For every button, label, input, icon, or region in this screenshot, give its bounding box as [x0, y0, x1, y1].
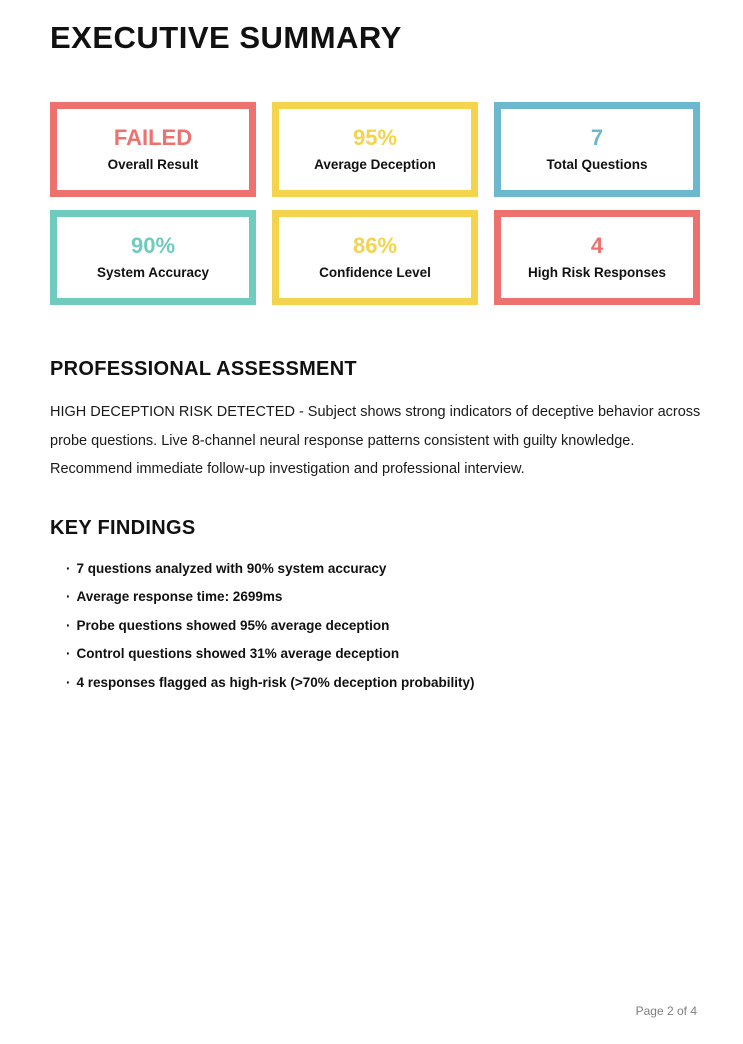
assessment-heading: PROFESSIONAL ASSESSMENT — [50, 358, 357, 380]
stat-card-high-risk-responses — [494, 210, 700, 305]
key-finding-text: 7 questions analyzed with 90% system accuracy — [76, 560, 387, 576]
stat-card-total-questions — [494, 102, 700, 197]
key-findings-heading: KEY FINDINGS — [50, 516, 196, 539]
bullet-icon: · — [66, 560, 71, 576]
stat-label: Overall Result — [107, 157, 199, 173]
key-finding-item — [66, 590, 697, 603]
stat-value: 86% — [352, 233, 398, 259]
stat-card-grid — [50, 102, 700, 305]
assessment-body-text: HIGH DECEPTION RISK DETECTED - Subject shows strong indicators of deceptive behavior across probe questions. Live 8-channel neural response patterns consistent with guilty knowledge. Recommend immediate follow-up investigation and professional interview. — [50, 404, 701, 477]
key-finding-text: Probe questions showed 95% average deception — [76, 617, 390, 633]
stat-label: Average Deception — [314, 157, 436, 173]
page-number: Page 2 of 4 — [635, 1004, 697, 1018]
stat-card-overall-result — [50, 102, 256, 197]
stat-value: 90% — [130, 233, 176, 259]
key-finding-item — [66, 619, 697, 632]
professional-assessment-section — [50, 358, 701, 484]
page-title: EXECUTIVE SUMMARY — [50, 20, 402, 55]
key-finding-text: 4 responses flagged as high-risk (>70% deception probability) — [76, 674, 475, 690]
key-findings-list — [50, 562, 697, 689]
key-finding-text: Control questions showed 31% average deception — [76, 646, 400, 661]
stat-label: Confidence Level — [319, 265, 431, 281]
stat-value: 95% — [352, 125, 398, 151]
stat-label: Total Questions — [546, 157, 648, 173]
stat-card-average-deception — [272, 102, 478, 197]
stat-card-confidence-level — [272, 210, 478, 305]
key-finding-text: Average response time: 2699ms — [76, 589, 283, 604]
bullet-icon: · — [66, 617, 71, 633]
stat-card-system-accuracy — [50, 210, 256, 305]
bullet-icon: · — [66, 589, 71, 604]
stat-value: 7 — [590, 125, 604, 151]
stat-label: System Accuracy — [96, 265, 210, 281]
key-finding-item — [66, 562, 697, 575]
bullet-icon: · — [66, 646, 71, 661]
key-finding-item — [66, 647, 697, 660]
bullet-icon: · — [66, 674, 71, 690]
key-findings-section — [50, 517, 697, 689]
stat-label: High Risk Responses — [527, 265, 667, 281]
key-finding-item — [66, 676, 697, 689]
stat-value: 4 — [590, 233, 604, 259]
stat-value: FAILED — [113, 125, 193, 151]
